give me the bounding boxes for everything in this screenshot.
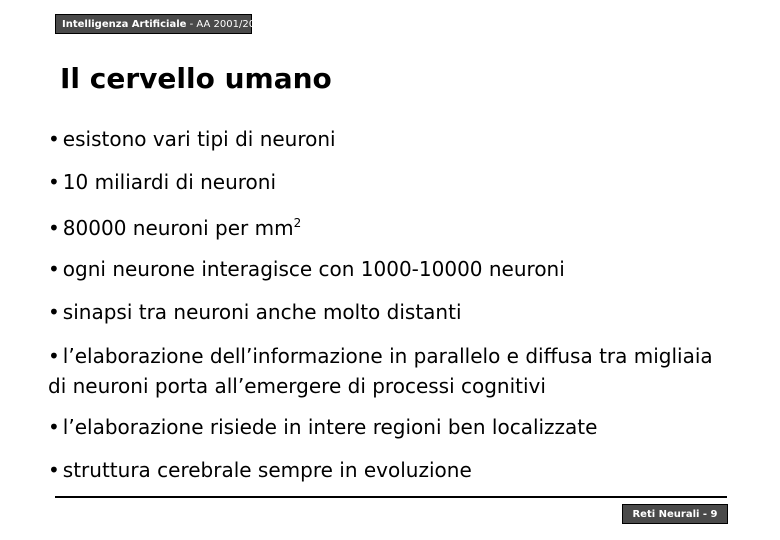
bullet-text: 10 miliardi di neuroni (62, 170, 277, 194)
bullet-text: l’elaborazione dell’informazione in parallelo e diffusa tra migliaia (62, 344, 713, 368)
bullet-marker: • (48, 458, 60, 482)
bullet-marker: • (48, 300, 60, 324)
footer-divider (55, 496, 727, 498)
bullet-marker: • (48, 127, 60, 151)
superscript-exponent: 2 (293, 216, 302, 230)
bullet-item (48, 297, 748, 327)
bullet-text: esistono vari tipi di neuroni (62, 127, 336, 151)
bullet-text: sinapsi tra neuroni anche molto distanti (62, 300, 462, 324)
bullet-text: l’elaborazione risiede in intere regioni ben localizzate (62, 415, 598, 439)
bullet-marker: • (48, 415, 60, 439)
bullet-continuation: di neuroni porta all’emergere di processi cognitivi (48, 374, 546, 398)
footer-label: Reti Neurali - 9 (632, 508, 718, 520)
bullet-marker: • (48, 170, 60, 194)
bullet-marker: • (48, 216, 60, 240)
course-name: Intelligenza Artificiale (62, 18, 187, 30)
bullet-item (48, 341, 748, 401)
bullet-item (48, 455, 748, 485)
bullet-text: struttura cerebrale sempre in evoluzione (62, 458, 472, 482)
footer-page-tag (622, 504, 728, 524)
bullet-item (48, 167, 748, 197)
bullet-item (48, 412, 748, 442)
bullet-text: ogni neurone interagisce con 1000-10000 neuroni (62, 257, 565, 281)
slide-title: Il cervello umano (60, 62, 332, 95)
bullet-item (48, 254, 748, 284)
academic-year: - AA 2001/2002 (189, 18, 268, 30)
bullet-marker: • (48, 344, 60, 368)
bullet-item (48, 213, 748, 243)
bullet-marker: • (48, 257, 60, 281)
course-header-tag (55, 14, 268, 34)
bullet-item (48, 124, 748, 154)
bullet-text: 80000 neuroni per mm (62, 216, 294, 240)
